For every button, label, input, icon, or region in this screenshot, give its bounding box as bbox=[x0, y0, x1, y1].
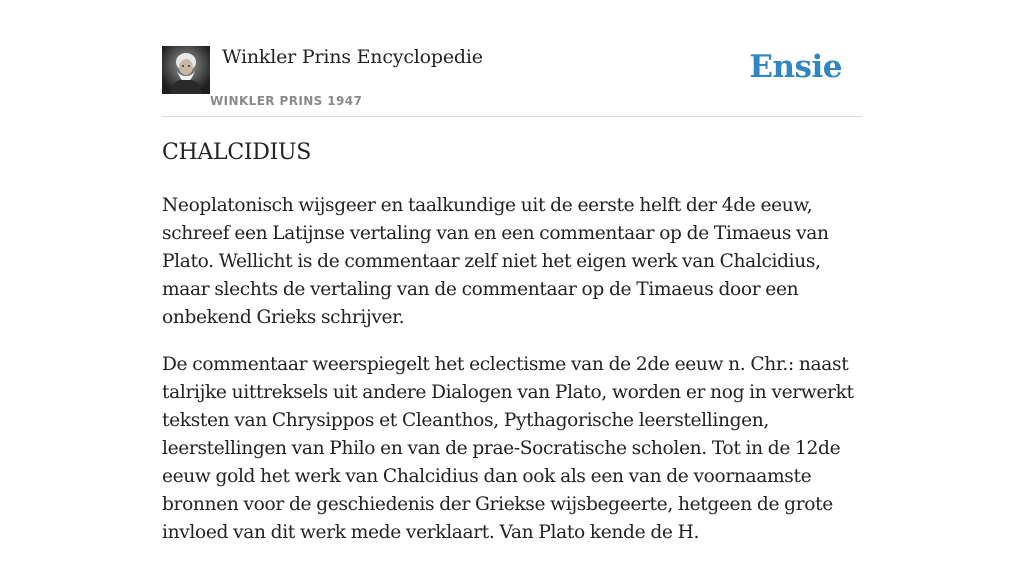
source-edition: WINKLER PRINS 1947 bbox=[210, 94, 363, 108]
article-title: CHALCIDIUS bbox=[162, 140, 311, 165]
portrait-avatar-icon[interactable] bbox=[162, 46, 210, 94]
article-header bbox=[162, 44, 862, 117]
article-paragraph: Neoplatonisch wijsgeer en taalkundige uit de eerste helft der 4de eeuw, schreef een Latijnse vertaling van en een commentaar op de Timaeus van Plato. Wellicht is de commentaar zelf niet het eigen werk van Chalcidius, maar slechts de vertaling van de commentaar op de Timaeus door een onbekend Grieks schrijver. bbox=[162, 195, 829, 328]
article-paragraph: De commentaar weerspiegelt het eclectisme van de 2de eeuw n. Chr.: naast talrijke uittreksels uit andere Dialogen van Plato, worden er nog in verwerkt teksten van Chrysippos et Cleanthos, Pythagorische leerstellingen, leerstellingen van Philo en van de prae-Socratische scholen. Tot in de 12de eeuw gold het werk van Chalcidius dan ook als een van de voornaamste bronnen voor de geschiedenis der Griekse wijsbegeerte, hetgeen de grote invloed van dit werk mede verklaart. Van Plato kende de H. bbox=[162, 354, 854, 543]
brand-logo[interactable]: Ensie bbox=[749, 49, 842, 85]
article-body bbox=[162, 192, 862, 566]
source-name[interactable]: Winkler Prins Encyclopedie bbox=[222, 46, 483, 68]
